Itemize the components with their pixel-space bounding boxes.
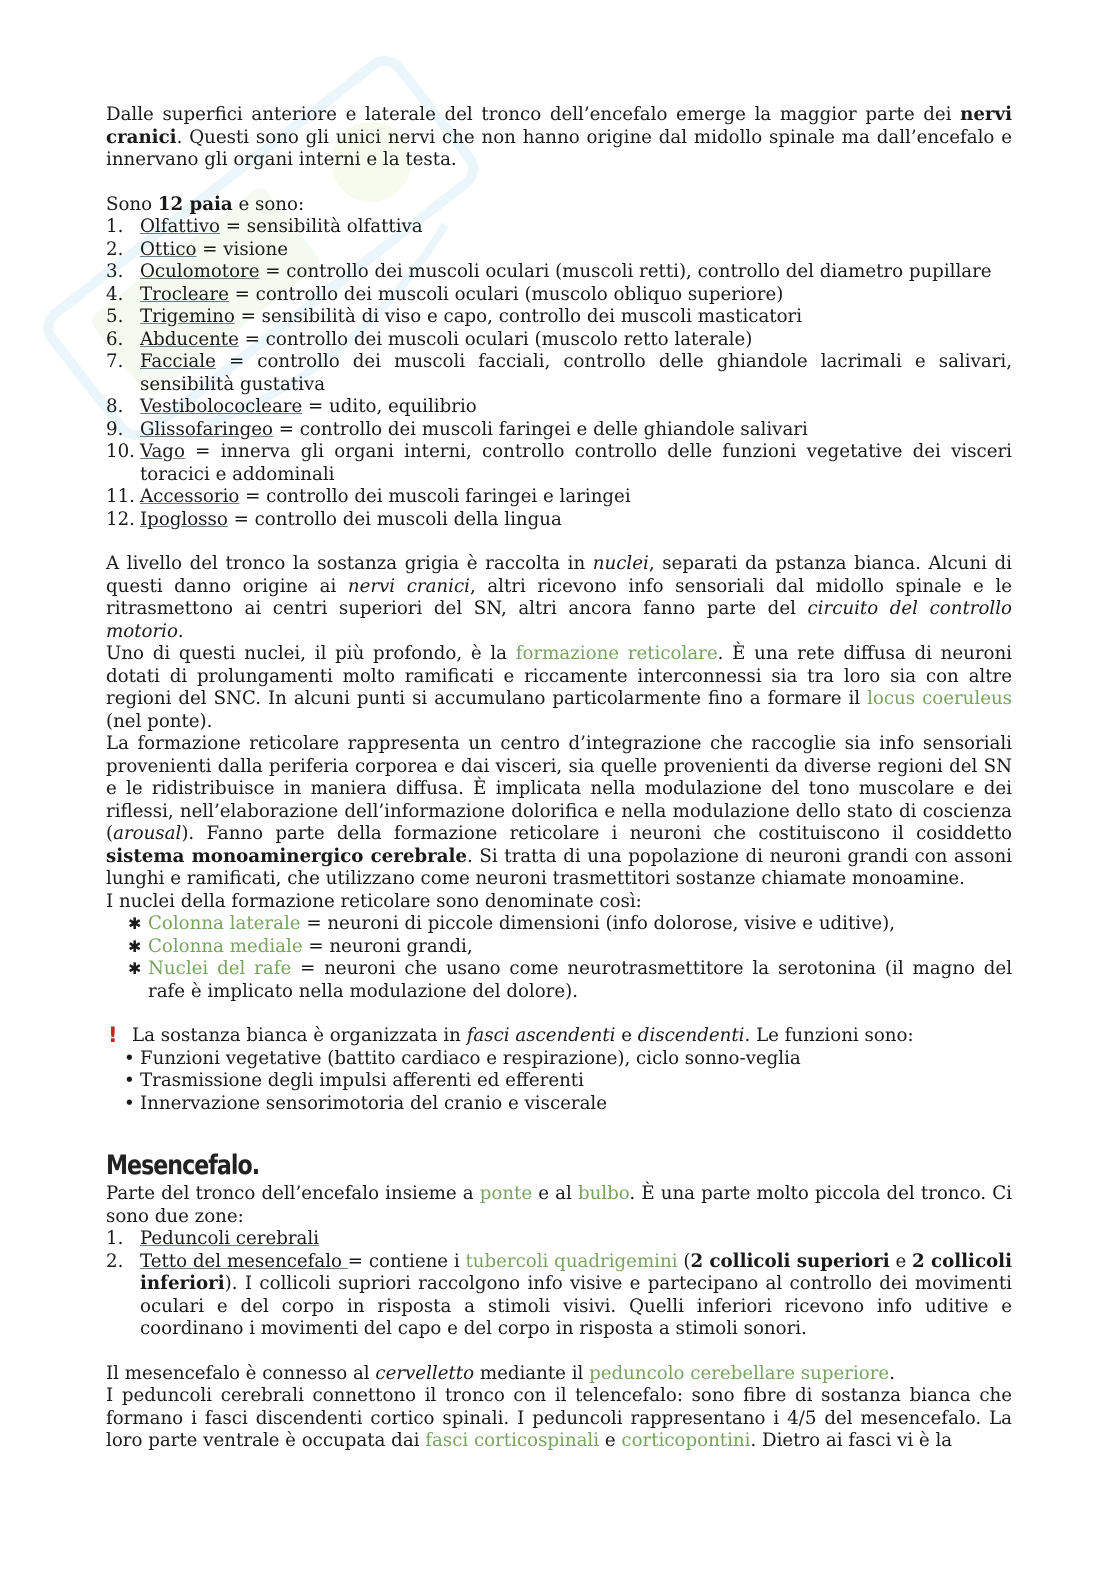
list-item: ✱ Nuclei del rafe = neuroni che usano come neurotrasmettitore la serotonina (il magno del rafe è implicato nella modulazione del dolore). [128, 958, 1013, 1002]
section-heading: Mesencefalo. [106, 1150, 260, 1181]
intro-paragraph: Dalle superfici anteriore e laterale del tronco dell’encefalo emerge la maggior parte dei nervi cranici. Questi sono gli unici nervi che non hanno origine dal midollo spinale ma dall’encefalo e innervano gli organi interni e la testa. [106, 104, 1012, 170]
list-item: • Innervazione sensorimotoria del cranio e viscerale [124, 1092, 608, 1114]
list-item: 3. Oculomotore = controllo dei muscoli oculari (muscoli retti), controllo del diametro pupillare [106, 261, 992, 282]
peduncles-paragraph: I peduncoli cerebrali connettono il tronco con il telencefalo: sono fibre di sostanza bianca che formano i fasci discendenti cortico spinali. I peduncoli rappresentano i 4/5 del mesencefalo. La loro parte ventrale è occupata dai fasci corticospinali e corticopontini. Dietro ai fasci vi è la [106, 1385, 1012, 1451]
cranial-nerves-count: Sono 12 paia e sono: [106, 193, 305, 215]
asterisk-icon: ✱ [128, 959, 142, 978]
bullet-icon: • [124, 1047, 135, 1069]
white-matter-functions [106, 1048, 1012, 1116]
list-item: • Funzioni vegetative (battito cardiaco e respirazione), ciclo sonno-veglia [124, 1047, 801, 1069]
bullet-icon: • [124, 1092, 135, 1114]
list-item: 2. Ottico = visione [106, 238, 288, 260]
list-item: 4. Trocleare = controllo dei muscoli oculari (muscolo obliquo superiore) [106, 283, 784, 305]
list-item: 1. Olfattivo = sensibilità olfattiva [106, 216, 423, 237]
reticular-formation-paragraph: Uno di questi nuclei, il più profondo, è la formazione reticolare. È una rete diffusa di neuroni dotati di prolungamenti molto ramificati e riccamente interconnessi sia tra loro sia con altre regioni del SNC. In alcuni punti si accumulano particolarmente fino a formare il locus coeruleus (nel ponte). [106, 643, 1013, 732]
document-body [106, 104, 1012, 1453]
nuclei-list-intro: I nuclei della formazione reticolare sono denominate così: [106, 890, 642, 912]
cerebellum-connection-paragraph: Il mesencefalo è connesso al cervelletto mediante il peduncolo cerebellare superiore. [106, 1362, 895, 1384]
list-item: ✱ Colonna laterale = neuroni di piccole dimensioni (info dolorose, visive e uditive), [128, 913, 896, 934]
cranial-nerves-list [106, 216, 1012, 531]
integration-paragraph: La formazione reticolare rappresenta un centro d’integrazione che raccoglie sia info sensoriali provenienti dalla periferia corporea e dai visceri, sia quelle provenienti da diverse regioni del SN e le ridistribuisce in maniera diffusa. È implicata nella modulazione del tono muscolare e dei riflessi, nell’elaborazione dell’informazione dolorifica e nella modulazione dello stato di coscienza (arousal). Fanno parte della formazione reticolare i neuroni che costituiscono il cosiddetto sistema monoaminergico cerebrale. Si tratta di una popolazione di neuroni grandi con assoni lunghi e ramificati, che utilizzano come neuroni trasmettitori sostanze chiamate monoamine. [106, 733, 1013, 889]
reticular-nuclei-list [106, 913, 1012, 1003]
list-item: 7. Facciale = controllo dei muscoli facciali, controllo delle ghiandole lacrimali e salivari, sensibilità gustativa [106, 351, 1012, 395]
list-item: 11. Accessorio = controllo dei muscoli faringei e laringei [106, 486, 631, 507]
bullet-icon: • [124, 1070, 135, 1091]
list-item: 5. Trigemino = sensibilità di viso e capo, controllo dei muscoli masticatori [106, 306, 803, 327]
mesencefalo-zones-list [106, 1228, 1012, 1341]
list-item: 1. Peduncoli cerebrali [106, 1228, 320, 1249]
list-item: 2. Tetto del mesencefalo = contiene i tubercoli quadrigemini (2 collicoli superiori e 2 collicoli inferiori). I collicoli supriori raccolgono info visive e partecipano al controllo dei movimenti oculari e del corpo in risposta a stimoli visivi. Quelli inferiori ricevono info uditive e coordinano i movimenti del capo e del corpo in risposta a stimoli sonori. [106, 1250, 1012, 1339]
list-item: ✱ Colonna mediale = neuroni grandi, [128, 935, 473, 957]
list-item: 6. Abducente = controllo dei muscoli oculari (muscolo retto laterale) [106, 328, 753, 350]
asterisk-icon: ✱ [128, 936, 142, 956]
nuclei-paragraph: A livello del tronco la sostanza grigia è raccolta in nuclei, separati da pstanza bianca. Alcuni di questi danno origine ai nervi cranici, altri ricevono info sensoriali dal midollo spinale e le ritrasmettono ai centri superiori del SN, altri ancora fanno parte del circuito del controllo motorio. [106, 553, 1012, 642]
list-item: 12. Ipoglosso = controllo dei muscoli della lingua [106, 508, 562, 530]
exclamation-icon: ! [108, 1023, 118, 1047]
asterisk-icon: ✱ [128, 914, 142, 933]
list-item: • Trasmissione degli impulsi afferenti ed efferenti [124, 1070, 584, 1091]
list-item: 10. Vago = innerva gli organi interni, controllo controllo delle funzioni vegetative dei visceri toracici e addominali [106, 441, 1012, 485]
white-matter-note: ! La sostanza bianca è organizzata in fasci ascendenti e discendenti. Le funzioni sono: [108, 1023, 914, 1047]
list-item: 8. Vestibolococleare = udito, equilibrio [106, 396, 477, 417]
list-item: 9. Glissofaringeo = controllo dei muscoli faringei e delle ghiandole salivari [106, 418, 808, 440]
mesencefalo-intro: Parte del tronco dell’encefalo insieme a ponte e al bulbo. È una parte molto piccola del tronco. Ci sono due zone: [106, 1183, 1012, 1227]
